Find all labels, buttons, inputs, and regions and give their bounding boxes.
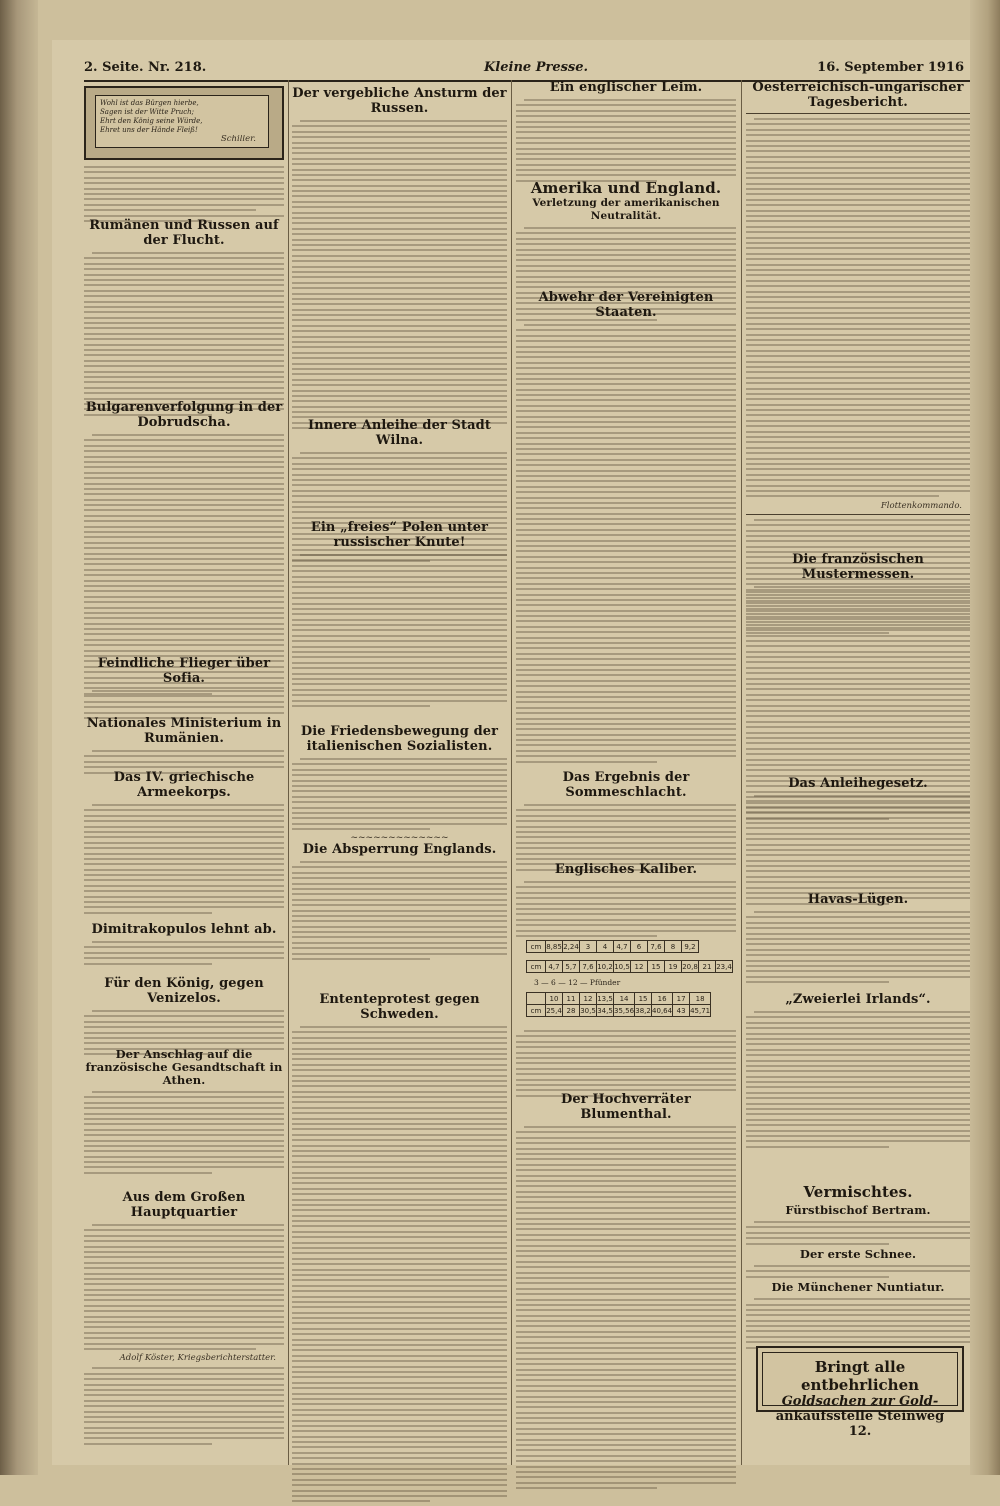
ad-line: Bringt alle entbehrlichen [800,1358,920,1394]
article-havas [746,892,970,986]
headline: Fürstbischof Bertram. [785,1203,931,1217]
headline: Ententeprotest gegen Schweden. [319,992,480,1022]
article-armeekorps [84,770,284,917]
article-abwehr [516,290,736,766]
subheadline: Verletzung der amerikanischen Neutralität. [532,197,720,222]
column-rule [741,80,742,1465]
headline: Der vergebliche Ansturm der Russen. [292,86,507,116]
column-rule [288,80,289,1465]
gold-advertisement [756,1346,964,1439]
article-hauptquartier [84,1190,284,1448]
article-polen [292,520,507,710]
headline: Dimitrakopulos lehnt ab. [91,922,277,937]
headline: Der erste Schnee. [799,1246,917,1261]
article-kaliber-cont [516,1026,736,1100]
article-rumaenen [84,218,284,419]
page-number: 2. Seite. Nr. 218. [84,60,207,75]
table-row: cm 8,85 2,24 3 4 4,7 6 7,6 8 9,2 [527,941,699,953]
headline: Ein englischer Leim. [549,80,703,95]
calibre-table-3 [526,992,711,1017]
headline: Der Anschlag auf die französische Gesandtschaft in Athen. [85,1047,283,1087]
headline: Die Münchener Nuntiatur. [771,1280,945,1295]
headline: Nationales Ministerium in Rumänien. [86,716,282,746]
issue-date: 16. September 1916 [817,60,964,75]
headline: Der Hochverräter Blumenthal. [561,1092,691,1122]
headline: Havas-Lügen. [807,892,909,907]
headline: Die Absperrung Englands. [302,842,497,857]
headline: Ein „freies“ Polen unter russischer Knute! [310,520,489,550]
ad-line: ankaufsstelle Steinweg 12. [775,1409,945,1439]
article-ministerium [84,716,284,777]
headline: Für den König, gegen Venizelos. [104,976,264,1006]
article-abisperrung [292,842,507,963]
book-binding-shadow [0,0,38,1475]
headline: Aus dem Großen Hauptquartier [122,1190,246,1220]
newspaper-name: Kleine Presse. [484,60,589,75]
ad-line: Goldsachen zur Gold- [781,1394,939,1409]
poem-box [84,86,284,160]
headline: Abwehr der Vereinigten Staaten. [538,290,714,320]
headline: Die Friedensbewegung der italienischen Sozialisten. [300,724,499,754]
article-leim [516,80,736,185]
section-title: Vermischtes. [803,1183,913,1201]
headline: Innere Anleihe der Stadt Wilna. [308,418,491,448]
article-kaliber [516,862,736,940]
headline: Das IV. griechische Armeekorps. [113,770,255,800]
table-row: cm 4,7 5,7 7,6 10,2 10,5 12 15 19 20,8 21 23,4 [527,961,733,973]
masthead [52,58,970,80]
byline: Flottenkommando. [880,500,962,511]
calibre-table-1 [526,940,699,953]
headline: Oesterreichisch-ungarischer Tagesbericht. [752,80,964,110]
headline: „Zweierlei Irlands“. [785,992,931,1007]
article-blumenthal [516,1092,736,1493]
article-flieger [84,656,284,722]
headline: Das Ergebnis der Sommeschlacht. [562,770,690,800]
calibre-table-2 [526,960,733,973]
article-friedens: Die Friedensbewegung der italienischen Sozialisten. ~~~~~~~~~~~~~ [292,724,507,843]
article-ansturm [292,86,507,433]
article-anleihegesetz [746,776,970,908]
section-vermischtes [746,1184,970,1352]
headline: Das Anleihegesetz. [788,776,928,791]
table-row: cm 25,4 28 30,5 34,5 35,56 38,2 40,64 43 45,71 [527,1005,711,1017]
article-bulgaren [84,400,284,698]
headline: Englisches Kaliber. [554,862,698,877]
column-rule [511,80,512,1465]
headline: Bulgarenverfolgung in der Dobrudscha. [85,400,283,430]
article-anschlag [84,1048,284,1177]
article-body [84,162,284,225]
headline: Amerika und England. [530,179,722,197]
poem-text: Wohl ist das Bürgen hierbe, Sagen ist der Witte Pruch; Ehrt den König seine Würde, Ehret uns der Hände Fleiß! Schiller. [95,95,269,148]
table-row: 10 11 12 13,5 14 15 16 17 18 [527,993,711,1005]
poem-author: Schiller. [220,135,256,144]
article-entente [292,992,507,1506]
article-ergebnis [516,770,736,874]
headline: Feindliche Flieger über Sofia. [97,656,271,686]
article-irlands [746,992,970,1151]
page-edge [970,0,1000,1475]
headline: Rumänen und Russen auf der Flucht. [89,218,279,248]
headline: Die französischen Mustermessen. [792,552,924,582]
byline: Adolf Köster, Kriegsberichterstatter. [119,1353,276,1364]
table-caption: 3 — 6 — 12 — Pfünder [534,978,621,987]
article-dimitrakopulos [84,922,284,968]
